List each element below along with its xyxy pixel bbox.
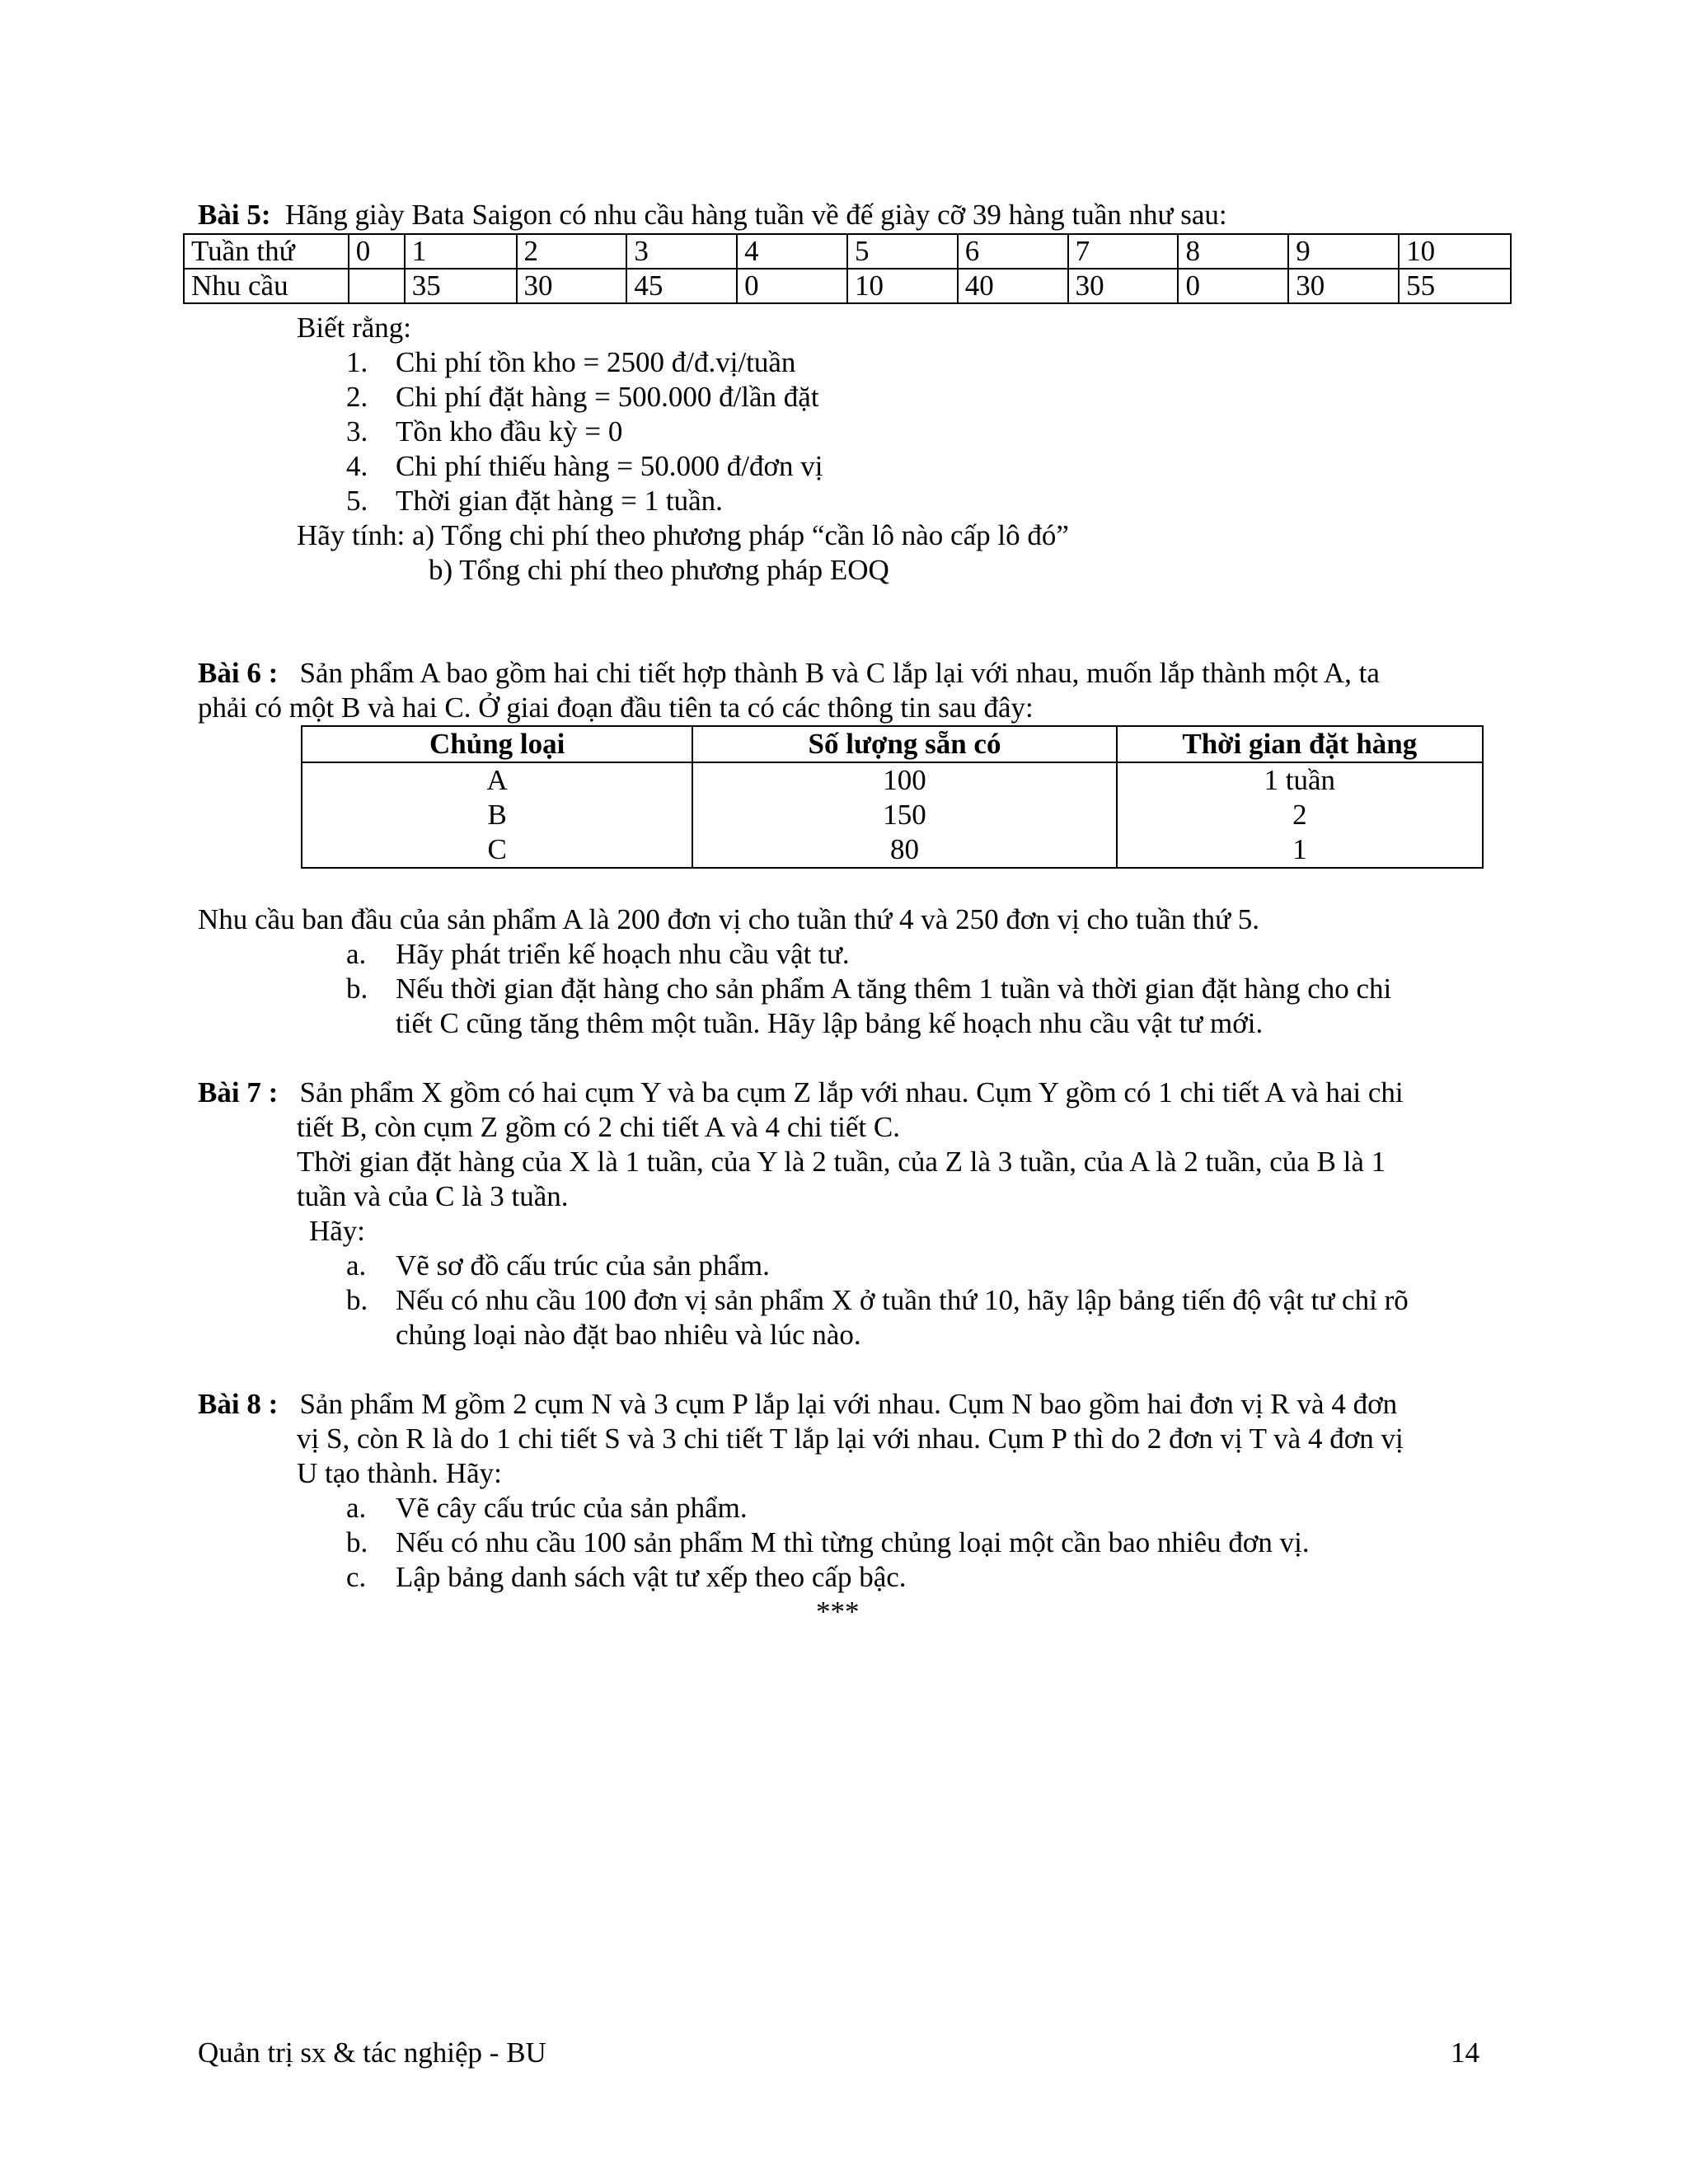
cell: 10 bbox=[1399, 234, 1511, 269]
list-number: a. bbox=[346, 938, 367, 970]
list-text: Thời gian đặt hàng = 1 tuần. bbox=[396, 485, 723, 517]
list-number: b. bbox=[346, 972, 368, 1005]
cell: 10 bbox=[847, 269, 958, 303]
list-item bbox=[346, 380, 368, 415]
bai5-ask-b: b) Tổng chi phí theo phương pháp EOQ bbox=[429, 554, 889, 586]
bai6-line2: phải có một B và hai C. Ở giai đoạn đầu tiên ta có các thông tin sau đây: bbox=[198, 691, 1034, 724]
cell: 2 bbox=[517, 234, 627, 269]
bai5-heading bbox=[198, 198, 1227, 232]
list-text: chủng loại nào đặt bao nhiêu và lúc nào. bbox=[396, 1319, 861, 1351]
bai8-heading bbox=[198, 1387, 1397, 1422]
cell: B bbox=[302, 798, 692, 832]
list-text: Vẽ cây cấu trúc của sản phẩm. bbox=[396, 1492, 748, 1524]
cell: 1 bbox=[405, 234, 517, 269]
cell: Tuần thứ bbox=[184, 234, 349, 269]
bai5-row-week bbox=[184, 234, 1511, 269]
table-row bbox=[302, 832, 1483, 868]
cell: 55 bbox=[1399, 269, 1511, 303]
table-row bbox=[302, 762, 1483, 798]
list-item bbox=[346, 345, 368, 380]
section-end-stars: *** bbox=[816, 1596, 860, 1628]
list-text: tiết C cũng tăng thêm một tuần. Hãy lập bảng kế hoạch nhu cầu vật tư mới. bbox=[396, 1007, 1264, 1039]
list-number: a. bbox=[346, 1249, 367, 1282]
bai7-label: Bài 7 : bbox=[198, 1076, 279, 1108]
bai7-line1: Sản phẩm X gồm có hai cụm Y và ba cụm Z lắp với nhau. Cụm Y gồm có 1 chi tiết A và hai chi bbox=[299, 1076, 1404, 1108]
cell: 30 bbox=[517, 269, 627, 303]
list-text: Lập bảng danh sách vật tư xếp theo cấp bậc. bbox=[396, 1561, 907, 1593]
list-number: 2. bbox=[346, 381, 368, 413]
bai8-label: Bài 8 : bbox=[198, 1388, 279, 1420]
bai7-line4: tuần và của C là 3 tuần. bbox=[297, 1180, 569, 1212]
list-text: Nếu thời gian đặt hàng cho sản phẩm A tăng thêm 1 tuần và thời gian đặt hàng cho chi bbox=[396, 972, 1392, 1005]
bai7-hay: Hãy: bbox=[309, 1215, 366, 1247]
list-number: 5. bbox=[346, 485, 368, 517]
list-number: 3. bbox=[346, 415, 368, 448]
cell: 3 bbox=[626, 234, 737, 269]
cell: 2 bbox=[1117, 798, 1483, 832]
bai6-demand: Nhu cầu ban đầu của sản phẩm A là 200 đơn vị cho tuần thứ 4 và 250 đơn vị cho tuần thứ 5. bbox=[198, 903, 1260, 935]
bai5-row-demand bbox=[184, 269, 1511, 303]
bai6-label: Bài 6 : bbox=[198, 657, 279, 689]
list-number: a. bbox=[346, 1492, 367, 1524]
cell: 4 bbox=[737, 234, 847, 269]
list-item bbox=[346, 415, 368, 449]
cell: 1 tuần bbox=[1117, 762, 1483, 798]
list-text: Nếu có nhu cầu 100 đơn vị sản phẩm X ở tuần thứ 10, hãy lập bảng tiến độ vật tư chỉ rõ bbox=[396, 1284, 1409, 1316]
list-number: b. bbox=[346, 1526, 368, 1558]
cell: 9 bbox=[1288, 234, 1399, 269]
bai6-line1: Sản phẩm A bao gồm hai chi tiết hợp thành B và C lắp lại với nhau, muốn lắp thành một A, ta bbox=[299, 657, 1380, 689]
column-header: Chủng loại bbox=[302, 726, 692, 762]
list-text: Chi phí đặt hàng = 500.000 đ/lần đặt bbox=[396, 381, 819, 413]
cell: 100 bbox=[692, 762, 1116, 798]
list-text: Tồn kho đầu kỳ = 0 bbox=[396, 415, 623, 448]
bai5-given-label: Biết rằng: bbox=[297, 312, 411, 344]
bai5-ask-a: Hãy tính: a) Tổng chi phí theo phương pháp “cần lô nào cấp lô đó” bbox=[297, 519, 1069, 551]
cell: 30 bbox=[1068, 269, 1179, 303]
cell: 80 bbox=[692, 832, 1116, 868]
list-item bbox=[346, 484, 368, 518]
cell: 150 bbox=[692, 798, 1116, 832]
bai6-inventory-table bbox=[301, 725, 1484, 869]
cell: 40 bbox=[958, 269, 1068, 303]
bai5-label: Bài 5: bbox=[198, 199, 271, 231]
cell: 1 bbox=[1117, 832, 1483, 868]
page-number: 14 bbox=[1451, 2036, 1479, 2069]
bai5-demand-table bbox=[183, 233, 1512, 304]
bai8-line3: U tạo thành. Hãy: bbox=[297, 1457, 502, 1489]
list-text: Nếu có nhu cầu 100 sản phẩm M thì từng chủng loại một cần bao nhiêu đơn vị. bbox=[396, 1526, 1310, 1558]
bai8-line2: vị S, còn R là do 1 chi tiết S và 3 chi tiết T lắp lại với nhau. Cụm P thì do 2 đơn vị T và 4 đơn vị bbox=[297, 1422, 1404, 1455]
list-text: Vẽ sơ đồ cấu trúc của sản phẩm. bbox=[396, 1249, 770, 1282]
list-item bbox=[346, 449, 368, 484]
table-row bbox=[302, 798, 1483, 832]
cell: 8 bbox=[1178, 234, 1288, 269]
list-number: 1. bbox=[346, 346, 368, 378]
bai7-heading bbox=[198, 1076, 1404, 1110]
list-number: c. bbox=[346, 1561, 367, 1593]
cell: A bbox=[302, 762, 692, 798]
table-header-row bbox=[302, 726, 1483, 762]
footer-title: Quản trị sx & tác nghiệp - BU bbox=[198, 2036, 546, 2069]
cell: 35 bbox=[405, 269, 517, 303]
bai5-intro: Hãng giày Bata Saigon có nhu cầu hàng tuần về đế giày cỡ 39 hàng tuần như sau: bbox=[284, 199, 1227, 231]
cell: 0 bbox=[349, 234, 405, 269]
cell: Nhu cầu bbox=[184, 269, 349, 303]
bai6-heading bbox=[198, 656, 1380, 691]
list-text: Hãy phát triển kế hoạch nhu cầu vật tư. bbox=[396, 938, 850, 970]
cell: 7 bbox=[1068, 234, 1179, 269]
cell: C bbox=[302, 832, 692, 868]
column-header: Thời gian đặt hàng bbox=[1117, 726, 1483, 762]
cell: 5 bbox=[847, 234, 958, 269]
cell: 0 bbox=[1178, 269, 1288, 303]
cell: 6 bbox=[958, 234, 1068, 269]
cell bbox=[349, 269, 405, 303]
bai8-line1: Sản phẩm M gồm 2 cụm N và 3 cụm P lắp lại với nhau. Cụm N bao gồm hai đơn vị R và 4 đơn bbox=[299, 1388, 1398, 1420]
list-text: Chi phí thiếu hàng = 50.000 đ/đơn vị bbox=[396, 450, 823, 482]
bai7-line3: Thời gian đặt hàng của X là 1 tuần, của Y là 2 tuần, của Z là 3 tuần, của A là 2 tuần, của B là 1 bbox=[297, 1146, 1386, 1178]
bai7-line2: tiết B, còn cụm Z gồm có 2 chi tiết A và 4 chi tiết C. bbox=[297, 1111, 900, 1143]
cell: 30 bbox=[1288, 269, 1399, 303]
cell: 0 bbox=[737, 269, 847, 303]
cell: 45 bbox=[626, 269, 737, 303]
list-number: 4. bbox=[346, 450, 368, 482]
list-number: b. bbox=[346, 1284, 368, 1316]
list-text: Chi phí tồn kho = 2500 đ/đ.vị/tuần bbox=[396, 346, 796, 378]
column-header: Số lượng sẵn có bbox=[692, 726, 1116, 762]
